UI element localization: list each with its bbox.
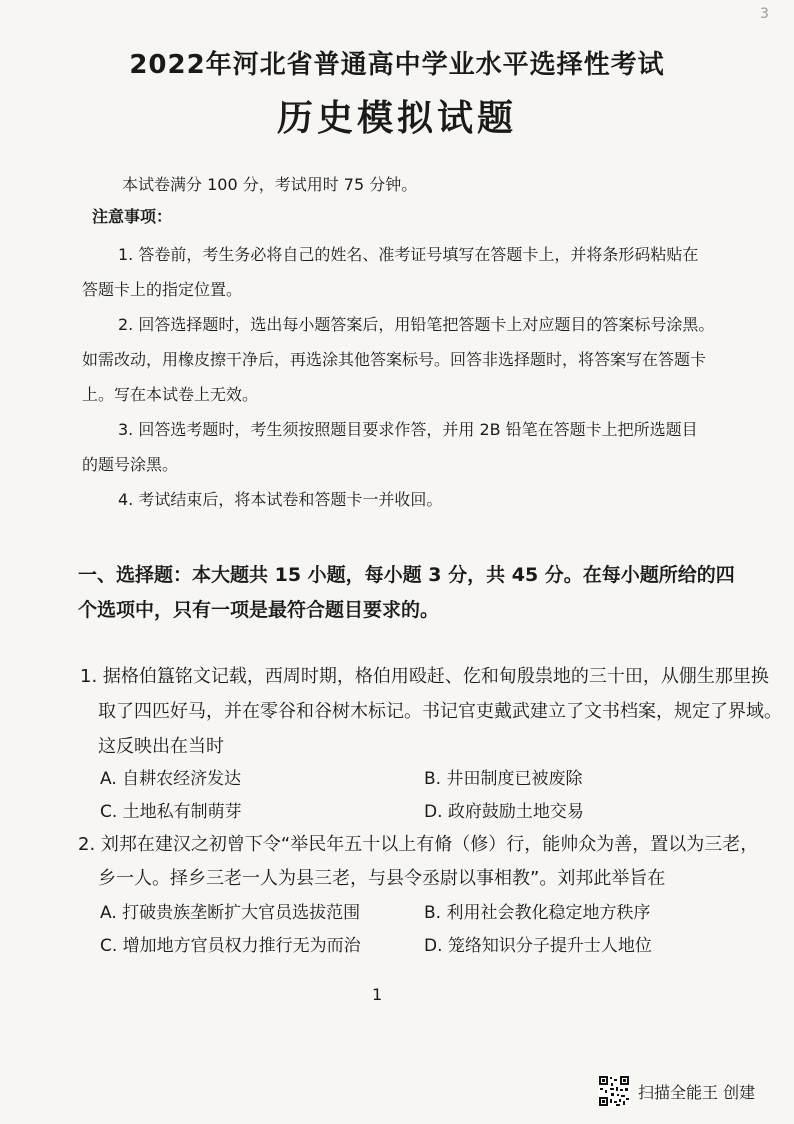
scanner-watermark — [598, 1075, 755, 1107]
question-2-line: 2. 刘邦在建汉之初曾下令“举民年五十以上有脩（修）行，能帅众为善，置以为三老， — [78, 834, 759, 855]
question-1-option-a: A. 自耕农经济发达 — [100, 769, 242, 789]
question-1-line: 这反映出在当时 — [98, 736, 224, 757]
question-2-option-d: D. 笼络知识分子提升士人地位 — [424, 936, 652, 956]
edge-mark: 3 — [760, 6, 769, 22]
question-2-option-c: C. 增加地方官员权力推行无为而治 — [100, 936, 361, 956]
note-line: 4. 考试结束后，将本试卷和答题卡一并收回。 — [118, 490, 443, 509]
scanner-watermark-text: 扫描全能王 创建 — [638, 1082, 756, 1102]
note-line: 如需改动，用橡皮擦干净后，再选涂其他答案标号。回答非选择题时，将答案写在答题卡 — [82, 350, 707, 369]
question-2-option-b: B. 利用社会教化稳定地方秩序 — [424, 903, 651, 923]
exam-info: 本试卷满分 100 分，考试用时 75 分钟。 — [122, 175, 418, 194]
section-heading: 个选项中，只有一项是最符合题目要求的。 — [78, 599, 440, 621]
question-1-line: 取了四匹好马，并在零谷和谷树木标记。书记官吏戴武建立了文书档案，规定了界域。 — [98, 701, 782, 722]
qr-code-icon — [598, 1075, 630, 1107]
exam-title: 2022年河北省普通高中学业水平选择性考试 — [129, 50, 665, 80]
question-2-line: 乡一人。择乡三老一人为县三老，与县令丞尉以事相教”。刘邦此举旨在 — [98, 868, 666, 889]
page-number: 1 — [372, 985, 383, 1004]
note-line: 2. 回答选择题时，选出每小题答案后，用铅笔把答题卡上对应题目的答案标号涂黑。 — [118, 315, 715, 334]
question-1-line: 1. 据格伯簋铭文记载，西周时期，格伯用殴赶、仡和甸殷祟地的三十田，从倗生那里换 — [80, 666, 769, 687]
note-line: 1. 答卷前，考生务必将自己的姓名、准考证号填写在答题卡上，并将条形码粘贴在 — [118, 245, 699, 264]
note-line: 3. 回答选考题时，考生须按照题目要求作答，并用 2B 铅笔在答题卡上把所选题目 — [118, 420, 698, 439]
question-1-option-b: B. 井田制度已被废除 — [424, 769, 583, 789]
note-line: 的题号涂黑。 — [82, 455, 179, 474]
notes-heading: 注意事项： — [92, 207, 173, 226]
question-2-option-a: A. 打破贵族垄断扩大官员选拔范围 — [100, 903, 361, 923]
exam-subtitle: 历史模拟试题 — [276, 98, 517, 139]
note-line: 上。写在本试卷上无效。 — [82, 385, 259, 404]
question-1-option-c: C. 土地私有制萌芽 — [100, 802, 242, 822]
note-line: 答题卡上的指定位置。 — [82, 280, 243, 299]
question-1-option-d: D. 政府鼓励土地交易 — [424, 802, 584, 822]
section-heading: 一、选择题：本大题共 15 小题，每小题 3 分，共 45 分。在每小题所给的四 — [78, 564, 735, 586]
